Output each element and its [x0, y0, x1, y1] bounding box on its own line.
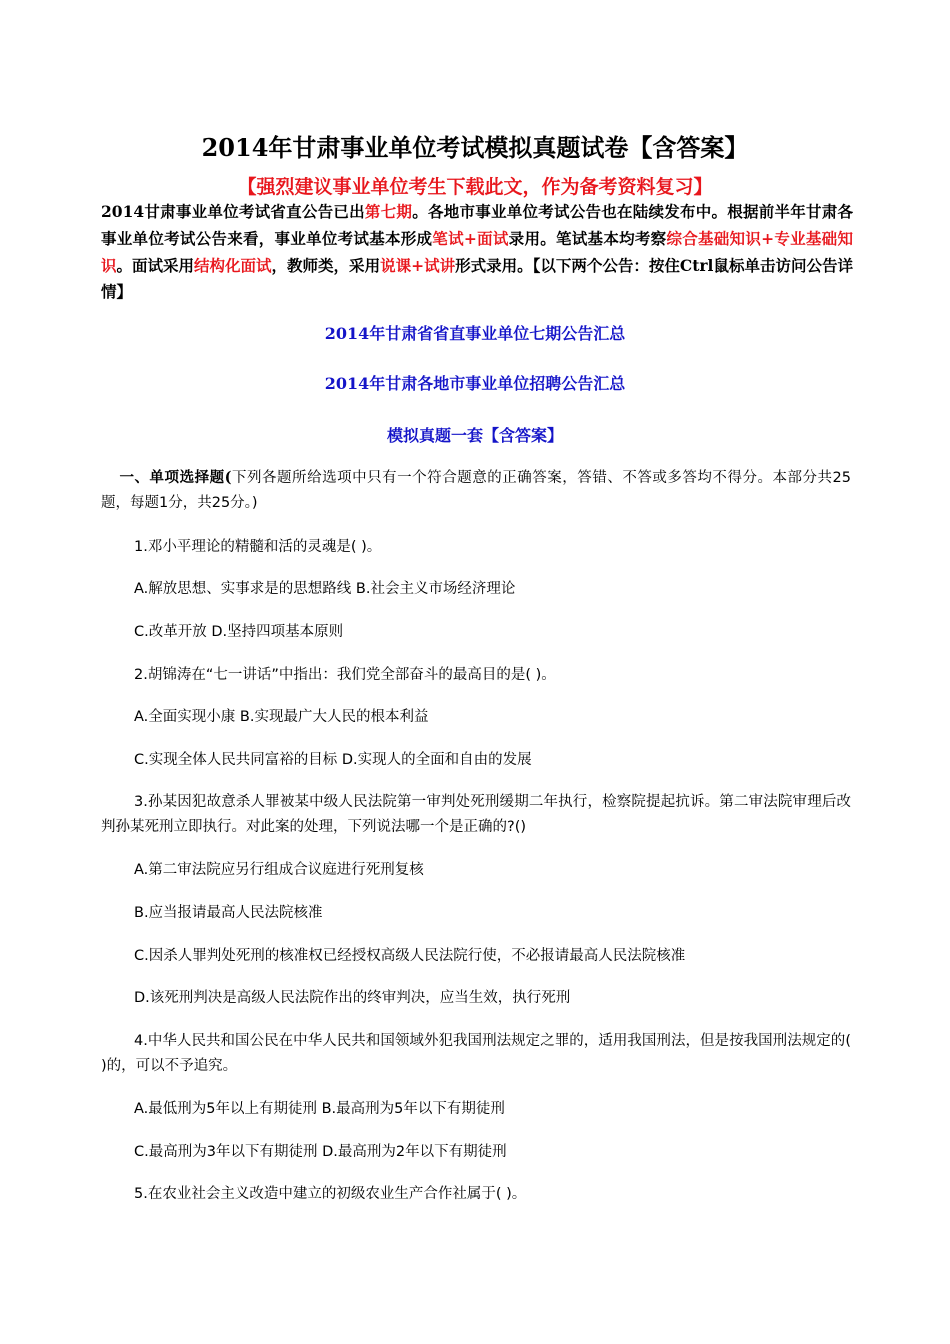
intro-text-5: ，教师类，采用	[271, 255, 381, 275]
intro-highlight-phase: 第七期	[364, 202, 413, 221]
intro-highlight-exam-format: 笔试+面试	[432, 228, 509, 248]
question-1-options-cd: C.改革开放 D.坚持四项基本原则	[134, 624, 344, 640]
link-city-announcements[interactable]: 2014年甘肃各地市事业单位招聘公告汇总	[324, 374, 626, 393]
link-provincial-announcements[interactable]: 2014年甘肃省省直事业单位七期公告汇总	[324, 324, 626, 343]
section-heading	[101, 466, 851, 515]
question-3-option-d: D.该死刑判决是高级人民法院作出的终审判决，应当生效，执行死刑	[134, 990, 571, 1006]
question-3-option-b: B.应当报请最高人民法院核准	[134, 905, 323, 921]
question-3-option-a: A.第二审法院应另行组成合议庭进行死刑复核	[134, 862, 424, 878]
question-3: 3.孙某因犯故意杀人罪被某中级人民法院第一审判处死刑缓期二年执行，检察院提起抗诉。第二审法院审理后改判孙某死刑立即执行。对此案的处理，下列说法哪一个是正确的?()	[101, 794, 851, 835]
section-instructions: 下列各题所给选项中只有一个符合题意的正确答案，答错、不答或多答均不得分。本部分共25题，每题1分，共25分。)	[101, 470, 851, 511]
document-title: 2014年甘肃事业单位考试模拟真题试卷【含答案】	[201, 133, 749, 162]
question-4: 4.中华人民共和国公民在中华人民共和国领域外犯我国刑法规定之罪的，适用我国刑法，但是按我国刑法规定的( )的，可以不予追究。	[101, 1033, 851, 1074]
question-1: 1.邓小平理论的精髓和活的灵魂是( )。	[134, 539, 382, 555]
question-5: 5.在农业社会主义改造中建立的初级农业生产合作社属于( )。	[134, 1186, 527, 1202]
question-4-options-cd: C.最高刑为3年以下有期徒刑 D.最高刑为2年以下有期徒刑	[134, 1144, 507, 1160]
question-2: 2.胡锦涛在“七一讲话”中指出：我们党全部奋斗的最高目的是( )。	[134, 667, 556, 683]
intro-highlight-written-content: 综合基础知识+专业基础知识	[101, 228, 853, 275]
question-3-option-c: C.因杀人罪判处死刑的核准权已经授权高级人民法院行使，不必报请最高人民法院核准	[134, 948, 686, 964]
intro-paragraph	[101, 199, 853, 306]
link-mock-exam[interactable]: 模拟真题一套【含答案】	[386, 426, 563, 445]
intro-text-6: 形式录用。【以下两个公告：按住Ctrl鼠标单击访问公告详情】	[101, 255, 853, 302]
document-subtitle: 【强烈建议事业单位考生下载此文，作为备考资料复习】	[237, 176, 713, 198]
section-heading-label: 一、单项选择题(	[119, 469, 232, 486]
intro-highlight-teacher: 说课+试讲	[380, 255, 456, 275]
intro-text-4: 。面试采用	[116, 255, 195, 275]
question-1-options-ab: A.解放思想、实事求是的思想路线 B.社会主义市场经济理论	[134, 581, 516, 597]
question-4-options-ab: A.最低刑为5年以上有期徒刑 B.最高刑为5年以下有期徒刑	[134, 1101, 505, 1117]
question-2-options-cd: C.实现全体人民共同富裕的目标 D.实现人的全面和自由的发展	[134, 752, 532, 768]
intro-highlight-interview: 结构化面试	[194, 255, 272, 275]
intro-text-2: 。各地市事业单位考试公告也在陆续发布中。根据前半年甘肃各事业单位考试公告来看，事业单位考试基本形成	[101, 202, 853, 248]
question-2-options-ab: A.全面实现小康 B.实现最广大人民的根本利益	[134, 709, 429, 725]
intro-text-3: 录用。笔试基本均考察	[508, 228, 667, 248]
intro-text-1: 2014甘肃事业单位考试省直公告已出	[101, 202, 365, 221]
